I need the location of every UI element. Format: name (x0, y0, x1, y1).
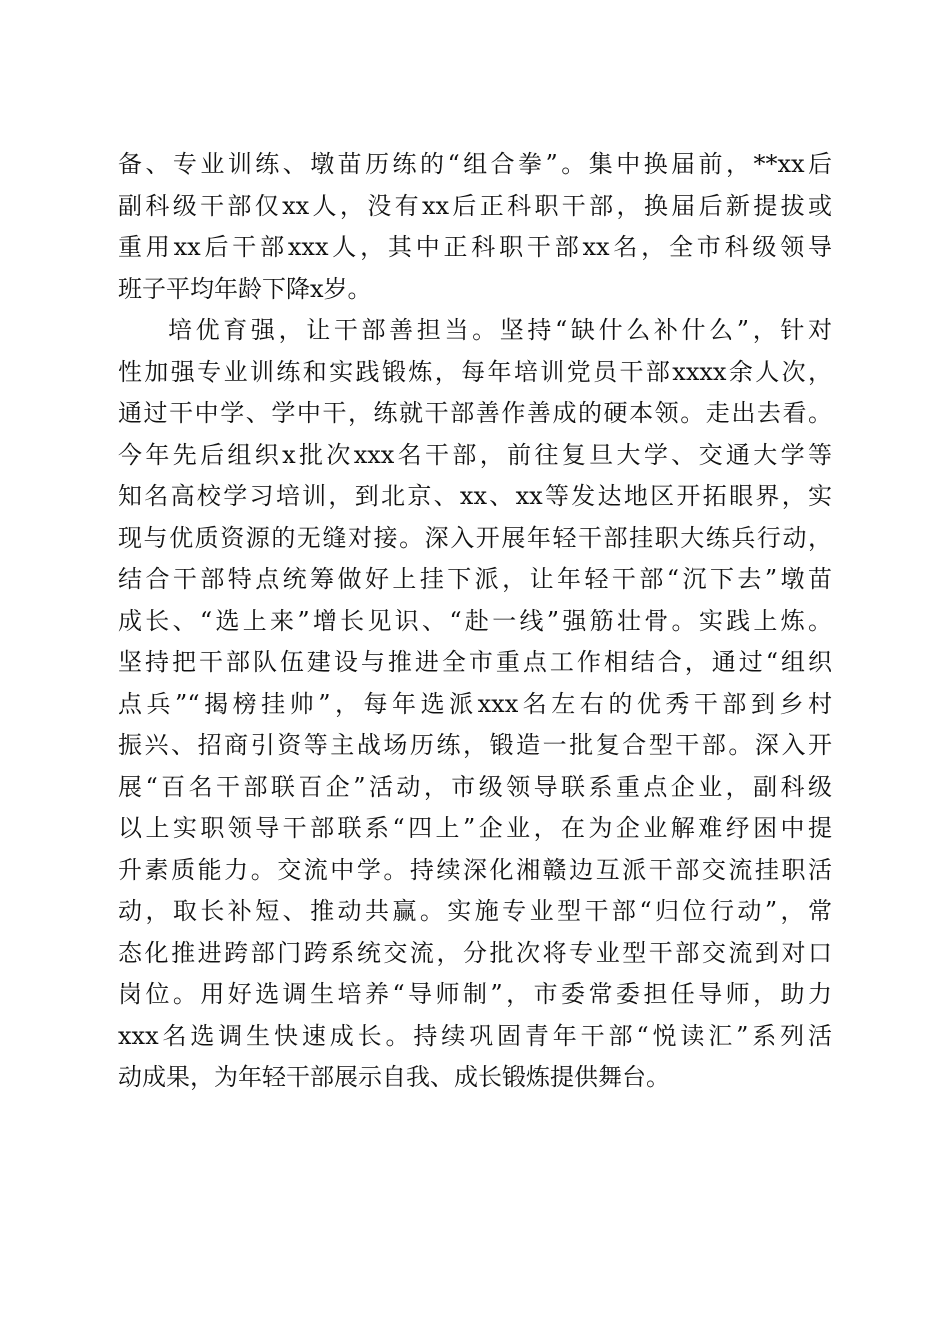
document-body (118, 144, 832, 1099)
text-line: 振兴、招商引资等主战场历练，锻造一批复合型干部。深入开 (118, 731, 832, 759)
paragraph-2 (118, 310, 832, 1099)
text-line: 通过干中学、学中干，练就干部善作善成的硬本领。走出去看。 (118, 399, 832, 427)
text-line: 性加强专业训练和实践锻炼，每年培训党员干部xxxx余人次， (118, 357, 832, 386)
text-line: 坚持把干部队伍建设与推进全市重点工作相结合，通过“组织 (118, 648, 832, 676)
text-line: 培优育强，让干部善担当。坚持“缺什么补什么”，针对 (168, 316, 832, 344)
text-line: 今年先后组织x批次xxx名干部，前往复旦大学、交通大学等 (118, 440, 832, 469)
text-line: 班子平均年龄下降x岁。 (118, 274, 372, 303)
text-line: 知名高校学习培训，到北京、xx、xx等发达地区开拓眼界，实 (118, 482, 832, 510)
paragraph-1 (118, 144, 832, 310)
text-line: 重用xx后干部xxx人，其中正科职干部xx名，全市科级领导 (118, 233, 832, 261)
text-line: 点兵”“揭榜挂帅”，每年选派xxx名左右的优秀干部到乡村 (118, 689, 832, 718)
text-line: 以上实职领导干部联系“四上”企业，在为企业解难纾困中提 (118, 814, 832, 842)
text-line: 岗位。用好选调生培养“导师制”，市委常委担任导师，助力 (118, 980, 832, 1008)
text-line: 升素质能力。交流中学。持续深化湘赣边互派干部交流挂职活 (118, 855, 832, 884)
text-line: 展“百名干部联百企”活动，市级领导联系重点企业，副科级 (118, 772, 832, 801)
text-line: 成长、“选上来”增长见识、“赴一线”强筋壮骨。实践上炼。 (118, 606, 832, 635)
text-line: 现与优质资源的无缝对接。深入开展年轻干部挂职大练兵行动， (118, 523, 832, 552)
text-line: 副科级干部仅xx人，没有xx后正科职干部，换届后新提拔或 (118, 191, 832, 220)
text-line: 动，取长补短、推动共赢。实施专业型干部“归位行动”，常 (118, 897, 832, 925)
text-line: 动成果，为年轻干部展示自我、成长锻炼提供舞台。 (118, 1063, 670, 1091)
text-line: xxx名选调生快速成长。持续巩固青年干部“悦读汇”系列活 (118, 1021, 832, 1050)
text-line: 结合干部特点统筹做好上挂下派，让年轻干部“沉下去”墩苗 (118, 565, 832, 593)
text-line: 态化推进跨部门跨系统交流，分批次将专业型干部交流到对口 (118, 938, 832, 967)
text-line: 备、专业训练、墩苗历练的“组合拳”。集中换届前，**xx后 (118, 150, 832, 178)
